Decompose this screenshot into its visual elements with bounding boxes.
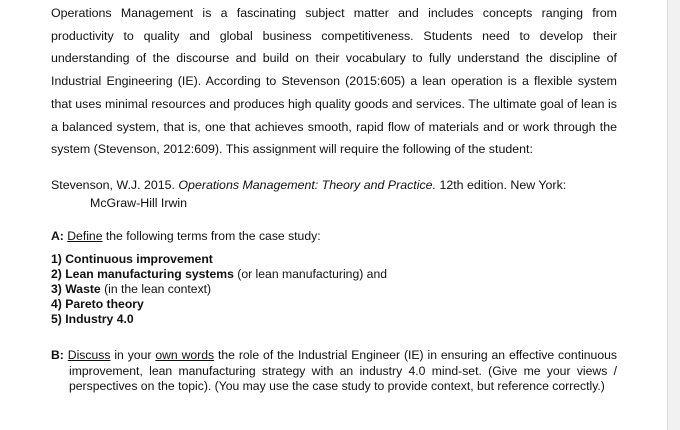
vertical-scrollbar[interactable] — [668, 0, 680, 430]
section-b — [51, 348, 617, 395]
list-item — [51, 252, 617, 267]
item-note: (or lean manufacturing) and — [233, 267, 387, 281]
assignment-requirement-text: This assignment will require the following of the student: — [225, 142, 533, 157]
item-term: Pareto theory — [65, 297, 144, 311]
define-keyword: Define — [67, 229, 103, 243]
reference-line-1 — [51, 176, 617, 194]
item-term: Waste — [65, 282, 101, 296]
section-b-instruction — [51, 348, 617, 395]
list-item — [51, 312, 617, 327]
intro-text: Operations Management is a fascinating subject matter and includes concepts ranging from productivity to quality and global business competitiveness. Students need to develop their understanding of the discourse and build on their vocabulary to fully understand the discipline of Industrial Engineering (IE). According to Stevenson (2015:605) a lean operation is a flexible system that uses minimal resources and produces high quality goods and services. The ultimate goal of lean is a balanced system, that is, one that achieves smooth, rapid flow of materials and or work through the system (Stevenson, 2012:609). — [51, 6, 617, 157]
list-item — [51, 267, 617, 282]
intro-paragraph — [51, 2, 617, 161]
item-term: Continuous improvement — [65, 252, 213, 266]
reference-citation — [51, 176, 617, 212]
reference-publisher: McGraw-Hill Irwin — [90, 196, 188, 210]
item-term: Lean manufacturing systems — [65, 267, 234, 281]
section-b-seg2: the role of the Industrial Engineer (IE) in ensuring an effective continuous improvement, lean manufacturing strategy with an industry 4.0 mind-set. (Give me your views / perspectives on the topic). (You may use the case study to provide context, but reference correctly.) — [69, 348, 617, 394]
list-item — [51, 282, 617, 297]
item-number: 1) — [51, 252, 66, 266]
section-a — [51, 228, 617, 327]
section-a-label: A: — [51, 229, 68, 243]
section-a-instruction-rest: the following terms from the case study: — [102, 229, 321, 243]
section-b-label: B: — [51, 348, 68, 362]
reference-title: Operations Management: Theory and Practice. — [178, 178, 437, 192]
list-item — [51, 297, 617, 312]
terms-list — [51, 252, 617, 327]
own-words-phrase: own words — [155, 348, 215, 362]
discuss-keyword: Discuss — [67, 348, 111, 362]
section-a-instruction — [51, 228, 617, 244]
reference-authors: Stevenson, W.J. 2015. — [51, 178, 179, 192]
reference-details: 12th edition. New York: — [436, 178, 567, 192]
item-number: 4) — [51, 297, 66, 311]
item-term: Industry 4.0 — [65, 312, 134, 326]
item-number: 2) — [51, 267, 66, 281]
item-number: 3) — [51, 282, 66, 296]
section-b-seg1: in your — [110, 348, 156, 362]
item-number: 5) — [51, 312, 66, 326]
item-note: (in the lean context) — [100, 282, 212, 296]
